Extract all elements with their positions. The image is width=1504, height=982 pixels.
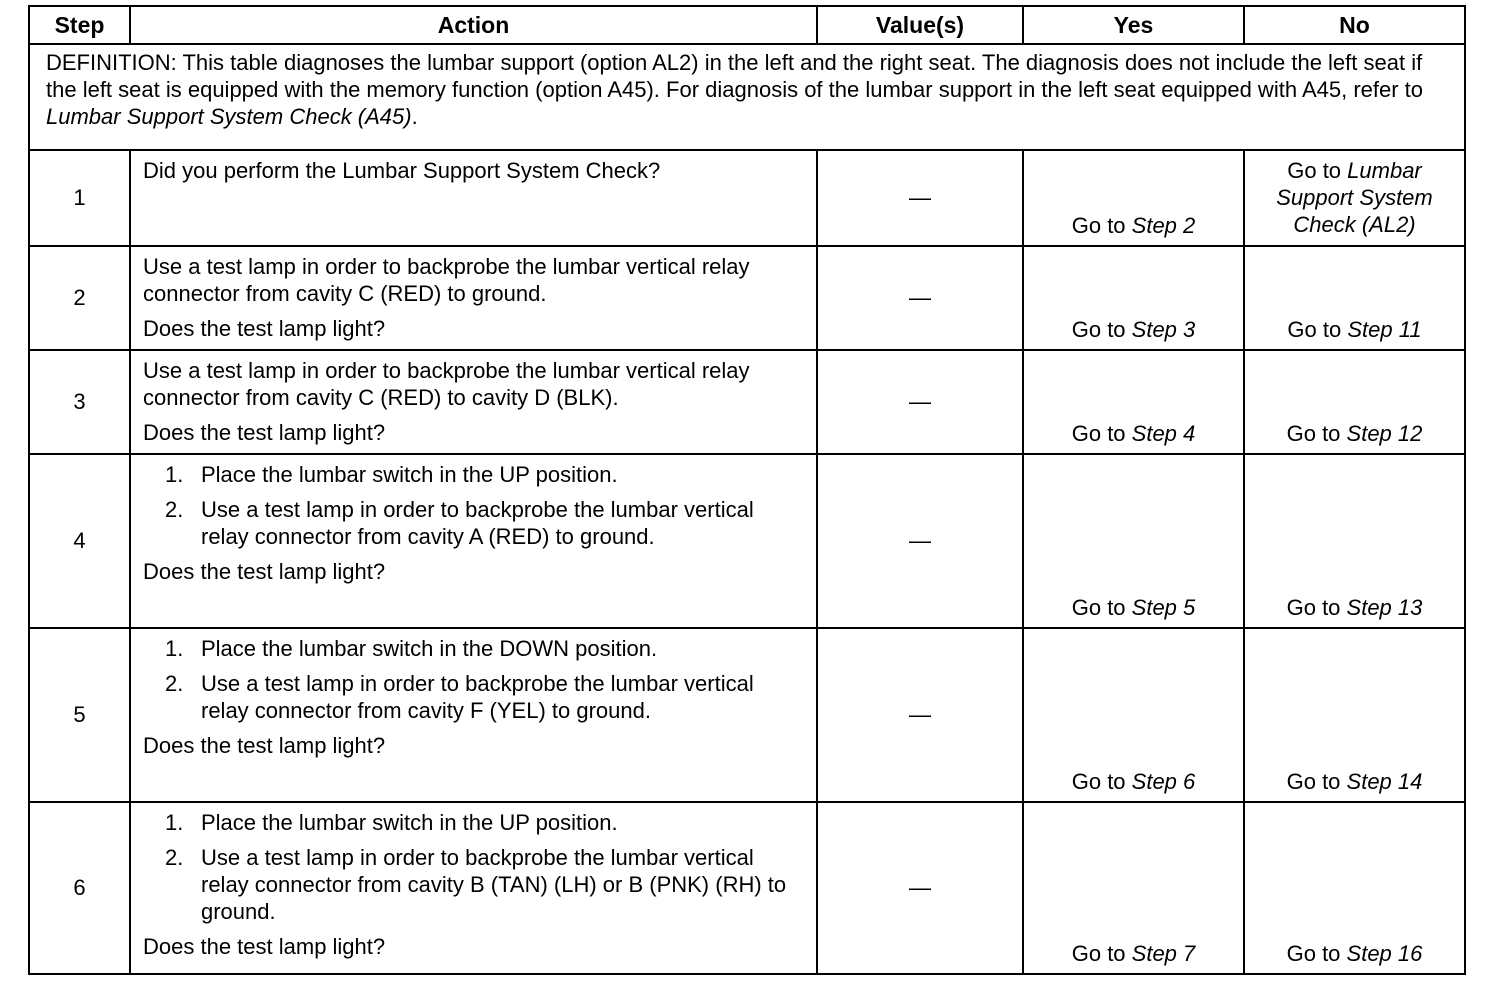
action-cell (130, 628, 817, 802)
header-action: Action (130, 6, 817, 44)
action-cell (130, 150, 817, 246)
step-number: 5 (29, 628, 130, 802)
table-row (29, 150, 1465, 246)
table-row (29, 454, 1465, 628)
table-row (29, 246, 1465, 350)
yes-cell (1023, 246, 1244, 350)
substep-item (143, 496, 806, 550)
substep-list (143, 635, 806, 724)
no-prefix: Go to (1287, 317, 1348, 342)
action-question: Does the test lamp light? (143, 420, 386, 445)
no-link[interactable]: Step 11 (1347, 317, 1422, 342)
action-question: Does the test lamp light? (143, 733, 386, 758)
no-cell (1244, 150, 1465, 246)
step-number: 4 (29, 454, 130, 628)
action-text: Use a test lamp in order to backprobe the lumbar vertical relay connector from cavity C (RED) to ground. (143, 254, 750, 306)
substep-text: Use a test lamp in order to backprobe the lumbar vertical relay connector from cavity B (TAN) (LH) or B (PNK) (RH) to ground. (201, 845, 787, 924)
definition-text: DEFINITION: This table diagnoses the lumbar support (option AL2) in the left and the right seat. The diagnosis does not include the left seat if the left seat is equipped with the memory function (option A45). For diagnosis of the lumbar support in the left seat equipped with A45, refer to (46, 50, 1424, 102)
yes-prefix: Go to (1071, 421, 1132, 446)
no-prefix: Go to (1286, 769, 1347, 794)
yes-prefix: Go to (1071, 213, 1132, 238)
yes-cell (1023, 150, 1244, 246)
action-cell (130, 350, 817, 454)
no-cell (1244, 802, 1465, 974)
value-cell: — (817, 628, 1023, 802)
substep-text: Place the lumbar switch in the UP position. (201, 810, 618, 835)
substep-list (143, 461, 806, 550)
substep-text: Use a test lamp in order to backprobe the lumbar vertical relay connector from cavity F (YEL) to ground. (201, 671, 754, 723)
substep-number: 1. (165, 810, 184, 835)
yes-prefix: Go to (1071, 317, 1132, 342)
yes-cell (1023, 454, 1244, 628)
action-question: Does the test lamp light? (143, 316, 386, 341)
value-cell: — (817, 802, 1023, 974)
substep-text: Use a test lamp in order to backprobe the lumbar vertical relay connector from cavity A (RED) to ground. (201, 497, 754, 549)
no-link[interactable]: Step 13 (1346, 595, 1423, 620)
yes-link[interactable]: Step 2 (1131, 213, 1196, 238)
yes-link[interactable]: Step 6 (1131, 769, 1196, 794)
no-cell (1244, 246, 1465, 350)
yes-prefix: Go to (1071, 941, 1132, 966)
step-number: 2 (29, 246, 130, 350)
header-values: Value(s) (817, 6, 1023, 44)
substep-text: Place the lumbar switch in the UP position. (201, 462, 618, 487)
action-text: Use a test lamp in order to backprobe the lumbar vertical relay connector from cavity C (RED) to cavity D (BLK). (143, 358, 750, 410)
header-yes: Yes (1023, 6, 1244, 44)
header-no: No (1244, 6, 1465, 44)
table-row (29, 628, 1465, 802)
step-number: 3 (29, 350, 130, 454)
action-cell (130, 802, 817, 974)
definition-link[interactable]: Lumbar Support System Check (A45) (46, 104, 412, 129)
diagnostic-table (28, 5, 1466, 975)
yes-link[interactable]: Step 7 (1131, 941, 1196, 966)
table-row (29, 802, 1465, 974)
substep-item (143, 809, 806, 836)
action-question: Does the test lamp light? (143, 934, 386, 959)
yes-cell (1023, 350, 1244, 454)
no-prefix: Go to (1286, 595, 1347, 620)
action-cell (130, 246, 817, 350)
substep-list (143, 809, 806, 925)
yes-cell (1023, 628, 1244, 802)
no-cell (1244, 454, 1465, 628)
substep-number: 1. (165, 462, 184, 487)
substep-number: 2. (165, 845, 184, 870)
yes-prefix: Go to (1071, 769, 1132, 794)
yes-link[interactable]: Step 4 (1131, 421, 1196, 446)
no-prefix: Go to (1286, 421, 1347, 446)
no-link[interactable]: Step 14 (1346, 769, 1423, 794)
substep-number: 2. (165, 671, 184, 696)
substep-item (143, 844, 806, 925)
value-cell: — (817, 150, 1023, 246)
table-row (29, 350, 1465, 454)
substep-text: Place the lumbar switch in the DOWN position. (201, 636, 658, 661)
value-cell: — (817, 350, 1023, 454)
no-cell (1244, 350, 1465, 454)
header-step: Step (29, 6, 130, 44)
no-prefix: Go to (1287, 158, 1348, 183)
action-cell (130, 454, 817, 628)
yes-cell (1023, 802, 1244, 974)
no-link[interactable]: Step 12 (1346, 421, 1423, 446)
value-cell: — (817, 454, 1023, 628)
substep-number: 1. (165, 636, 184, 661)
definition-cell (29, 44, 1465, 150)
value-cell: — (817, 246, 1023, 350)
no-link[interactable]: Lumbar Support System Check (AL2) (1276, 158, 1433, 237)
substep-item (143, 670, 806, 724)
substep-item (143, 461, 806, 488)
yes-link[interactable]: Step 3 (1131, 317, 1196, 342)
definition-row (29, 44, 1465, 150)
yes-prefix: Go to (1071, 595, 1132, 620)
action-question: Does the test lamp light? (143, 559, 386, 584)
step-number: 1 (29, 150, 130, 246)
substep-number: 2. (165, 497, 184, 522)
action-text: Did you perform the Lumbar Support System Check? (143, 158, 661, 183)
yes-link[interactable]: Step 5 (1131, 595, 1196, 620)
no-cell (1244, 628, 1465, 802)
no-link[interactable]: Step 16 (1346, 941, 1423, 966)
no-prefix: Go to (1286, 941, 1347, 966)
substep-item (143, 635, 806, 662)
table-header-row (29, 6, 1465, 44)
step-number: 6 (29, 802, 130, 974)
definition-end: . (411, 104, 418, 129)
